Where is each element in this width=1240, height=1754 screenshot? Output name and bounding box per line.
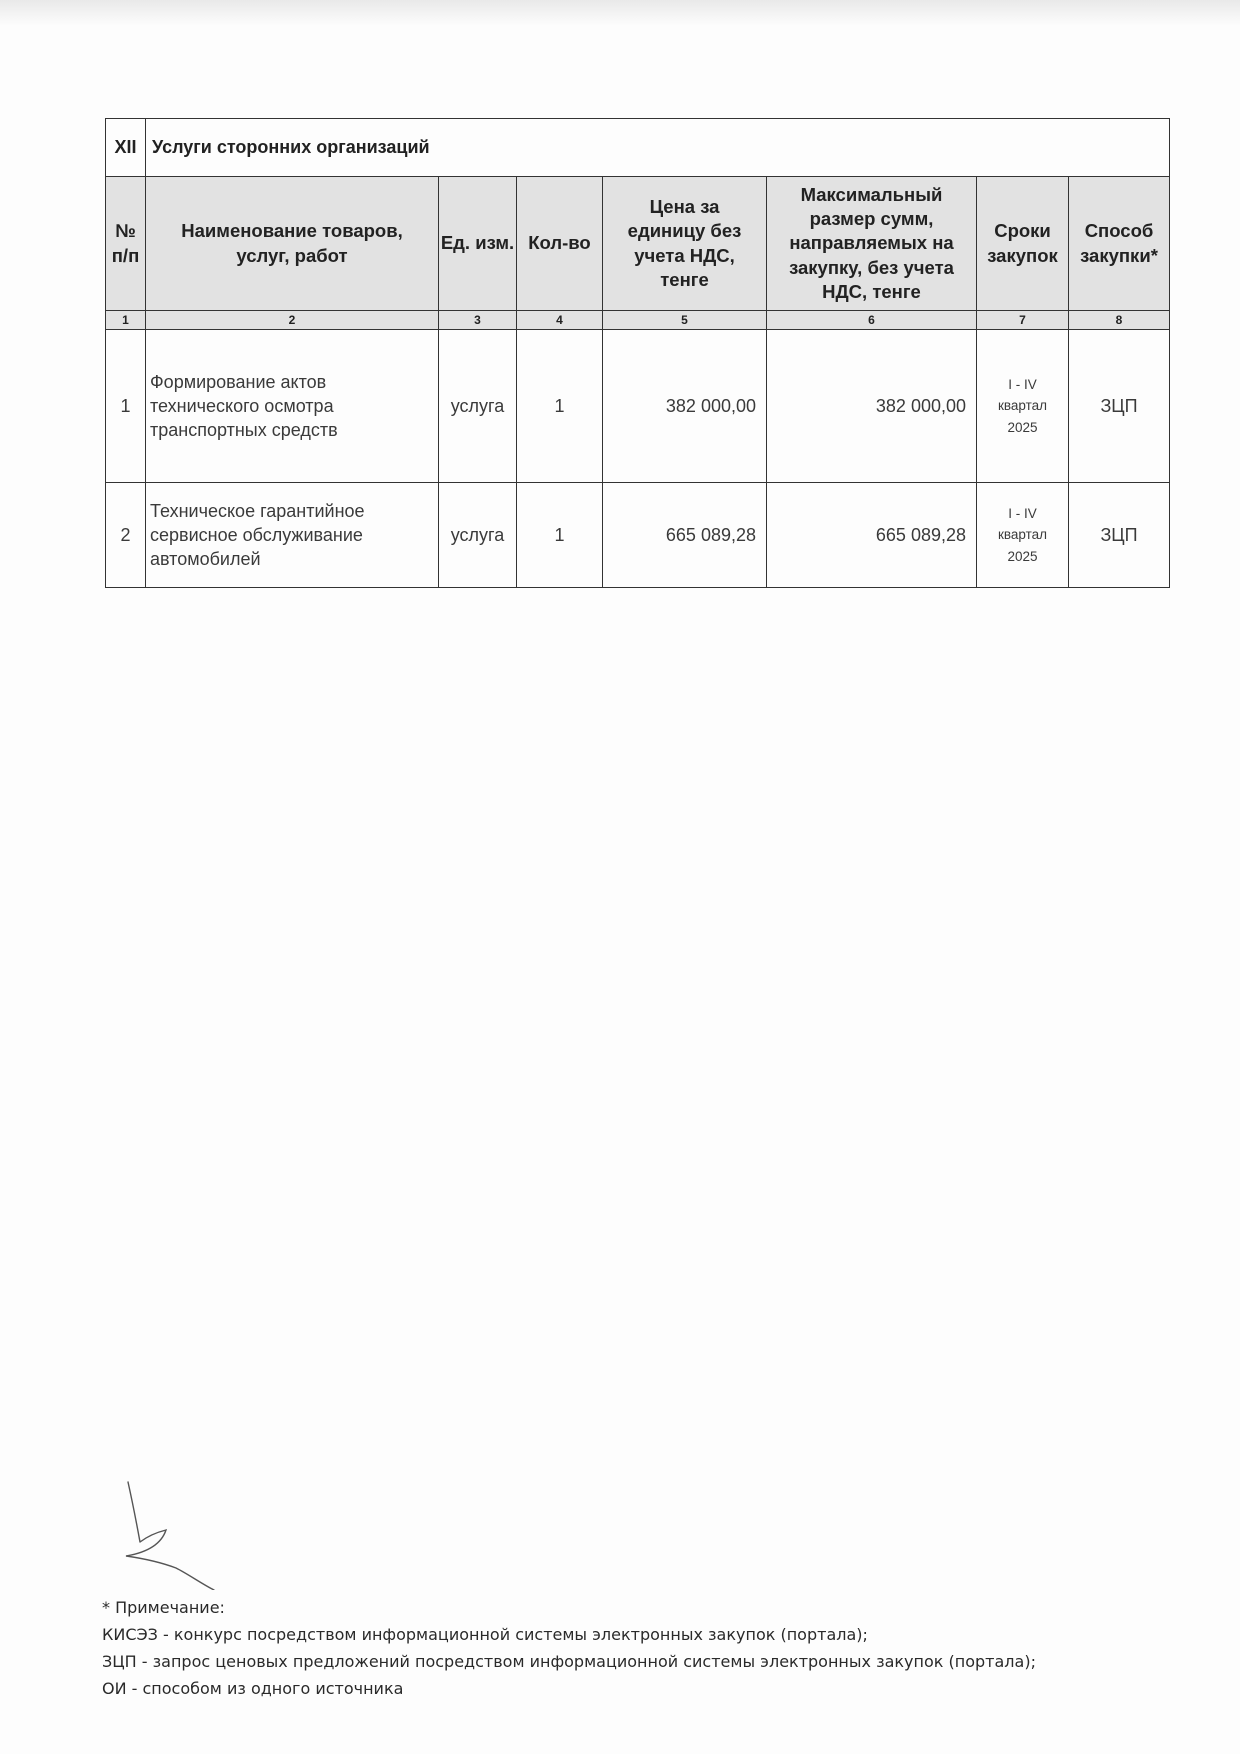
footnote — [102, 1594, 1036, 1702]
column-number: 5 — [603, 311, 767, 330]
row-qty: 1 — [517, 483, 603, 588]
row-number: 1 — [106, 330, 146, 483]
row-max-sum: 665 089,28 — [767, 483, 977, 588]
header-num: № п/п — [106, 177, 146, 311]
table-row — [106, 330, 1170, 483]
term-period: I - IV — [1008, 376, 1037, 392]
section-row — [106, 119, 1170, 177]
row-unit: услуга — [439, 483, 517, 588]
scan-edge — [0, 0, 1240, 26]
header-name: Наименование товаров, услуг, работ — [146, 177, 439, 311]
row-method: ЗЦП — [1069, 330, 1170, 483]
row-number: 2 — [106, 483, 146, 588]
header-qty: Кол-во — [517, 177, 603, 311]
header-price: Цена за единицу без учета НДС, тенге — [603, 177, 767, 311]
column-number: 1 — [106, 311, 146, 330]
footnote-title: * Примечание: — [102, 1598, 225, 1617]
column-number: 2 — [146, 311, 439, 330]
row-term — [977, 483, 1069, 588]
procurement-table — [105, 118, 1170, 588]
row-method: ЗЦП — [1069, 483, 1170, 588]
header-max-sum: Максимальный размер сумм, направляемых на закупку, без учета НДС, тенге — [767, 177, 977, 311]
term-unit: квартал — [997, 398, 1048, 414]
row-unit: услуга — [439, 330, 517, 483]
footnote-line: ЗЦП - запрос ценовых предложений посредством информационной системы электронных закупок (портала); — [102, 1652, 1036, 1671]
term-year: 2025 — [1007, 419, 1038, 435]
row-name: Техническое гарантийное сервисное обслуживание автомобилей — [146, 483, 439, 588]
term-year: 2025 — [1007, 548, 1038, 564]
term-unit: квартал — [997, 527, 1048, 543]
header-unit: Ед. изм. — [439, 177, 517, 311]
row-price: 382 000,00 — [603, 330, 767, 483]
row-term — [977, 330, 1069, 483]
section-number: XII — [106, 119, 146, 177]
footnote-line: КИСЭЗ - конкурс посредством информационной системы электронных закупок (портала); — [102, 1625, 868, 1644]
column-number: 4 — [517, 311, 603, 330]
header-term: Сроки закупок — [977, 177, 1069, 311]
term-period: I - IV — [1008, 505, 1037, 521]
row-name: Формирование актов технического осмотра транспортных средств — [146, 330, 439, 483]
column-number: 7 — [977, 311, 1069, 330]
section-title: Услуги сторонних организаций — [146, 119, 1170, 177]
column-number-row — [106, 311, 1170, 330]
row-price: 665 089,28 — [603, 483, 767, 588]
column-number: 6 — [767, 311, 977, 330]
row-max-sum: 382 000,00 — [767, 330, 977, 483]
signature-mark — [118, 1480, 228, 1590]
table-row — [106, 483, 1170, 588]
column-number: 3 — [439, 311, 517, 330]
column-number: 8 — [1069, 311, 1170, 330]
footnote-line: ОИ - способом из одного источника — [102, 1679, 404, 1698]
header-method: Способ закупки* — [1069, 177, 1170, 311]
row-qty: 1 — [517, 330, 603, 483]
header-row — [106, 177, 1170, 311]
